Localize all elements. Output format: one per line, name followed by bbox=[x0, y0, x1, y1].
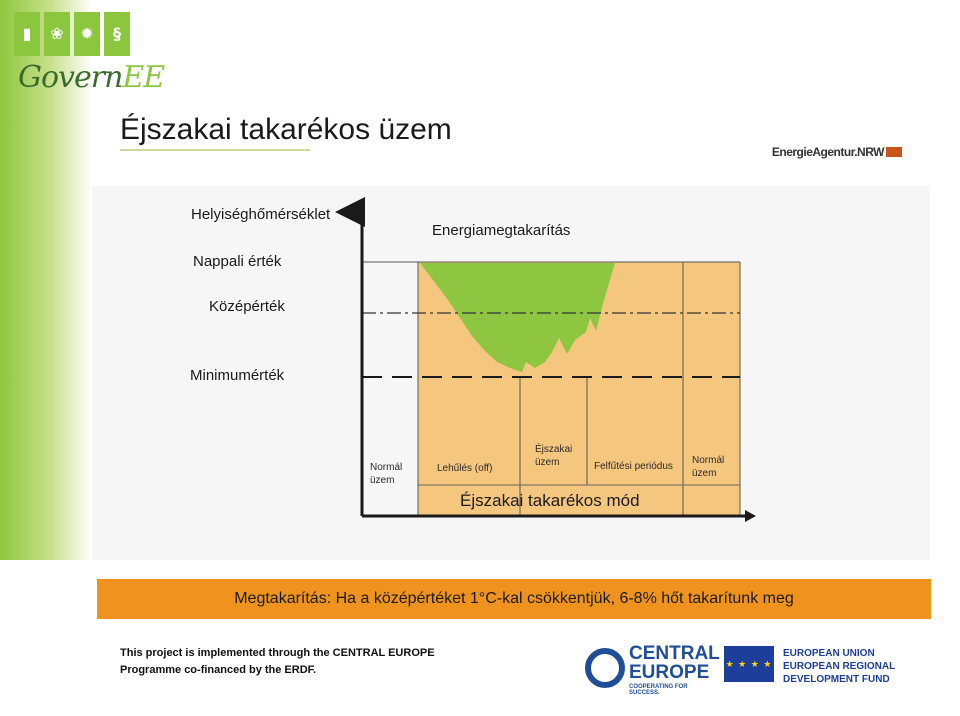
page-title: Éjszakai takarékos üzem bbox=[120, 113, 452, 146]
savings-banner-text: Megtakarítás: Ha a középértéket 1°C-kal csökkentjük, 6-8% hőt takarítunk meg bbox=[234, 590, 794, 607]
phase-heatup-label: Felfűtési periódus bbox=[594, 461, 673, 472]
phase-cooldown-label: Lehűlés (off) bbox=[437, 463, 493, 474]
logo-wordmark-main: Govern bbox=[18, 60, 123, 95]
logo-tile-sun-icon: ✹ bbox=[74, 12, 100, 56]
footer bbox=[0, 628, 960, 716]
level-minimum-label: Minimumérték bbox=[190, 367, 285, 384]
logo-tile-leaf-icon: ❀ bbox=[44, 12, 70, 56]
footer-project-line2: Programme co-financed by the ERDF. bbox=[120, 664, 317, 676]
phase-normal-end-label bbox=[692, 454, 724, 480]
eu-flag-icon: ★ ★ ★ ★ bbox=[724, 646, 774, 682]
eu-text-line2: EUROPEAN REGIONAL bbox=[783, 661, 896, 672]
central-europe-logo bbox=[585, 642, 720, 698]
energy-savings-label: Energiamegtakarítás bbox=[432, 222, 571, 239]
phase-normal-start-line2: üzem bbox=[370, 475, 395, 486]
eu-text-line3: DEVELOPMENT FUND bbox=[783, 674, 890, 685]
phase-normal-start-label bbox=[370, 461, 402, 487]
central-europe-wordmark bbox=[629, 644, 720, 682]
phase-normal-start-line1: Normál bbox=[370, 462, 403, 473]
phase-night-label bbox=[535, 443, 572, 469]
phase-night-line2: üzem bbox=[535, 457, 560, 468]
night-mode-label: Éjszakai takarékos mód bbox=[460, 491, 640, 510]
footer-project-text bbox=[120, 645, 435, 679]
phase-normal-end-line1: Normál bbox=[692, 455, 725, 466]
logo-tile-building-icon: ▮ bbox=[14, 12, 40, 56]
central-europe-circle-icon bbox=[585, 648, 625, 688]
ce-wordmark-line1: CENTRAL bbox=[629, 643, 720, 664]
savings-banner bbox=[97, 579, 931, 619]
energieagentur-wordmark: EnergieAgentur.NRW bbox=[771, 145, 884, 159]
eu-text-line1: EUROPEAN UNION bbox=[783, 648, 875, 659]
level-average-label: Középérték bbox=[209, 298, 285, 315]
phase-normal-end-line2: üzem bbox=[692, 468, 717, 479]
central-europe-tagline: COOPERATING FOR SUCCESS. bbox=[629, 684, 688, 696]
logo-tile-paragraph-icon: § bbox=[104, 12, 130, 56]
y-axis-title: Helyiséghőmérséklet bbox=[191, 206, 331, 223]
ce-wordmark-line2: EUROPE bbox=[629, 662, 710, 683]
eu-fund-text bbox=[783, 647, 895, 686]
phase-night-line1: Éjszakai bbox=[535, 444, 573, 455]
footer-project-line1: This project is implemented through the CENTRAL EUROPE bbox=[120, 647, 435, 659]
logo-wordmark-accent: EE bbox=[122, 60, 165, 95]
x-axis-arrow-icon bbox=[745, 510, 756, 522]
level-daytime-label: Nappali érték bbox=[193, 253, 282, 270]
